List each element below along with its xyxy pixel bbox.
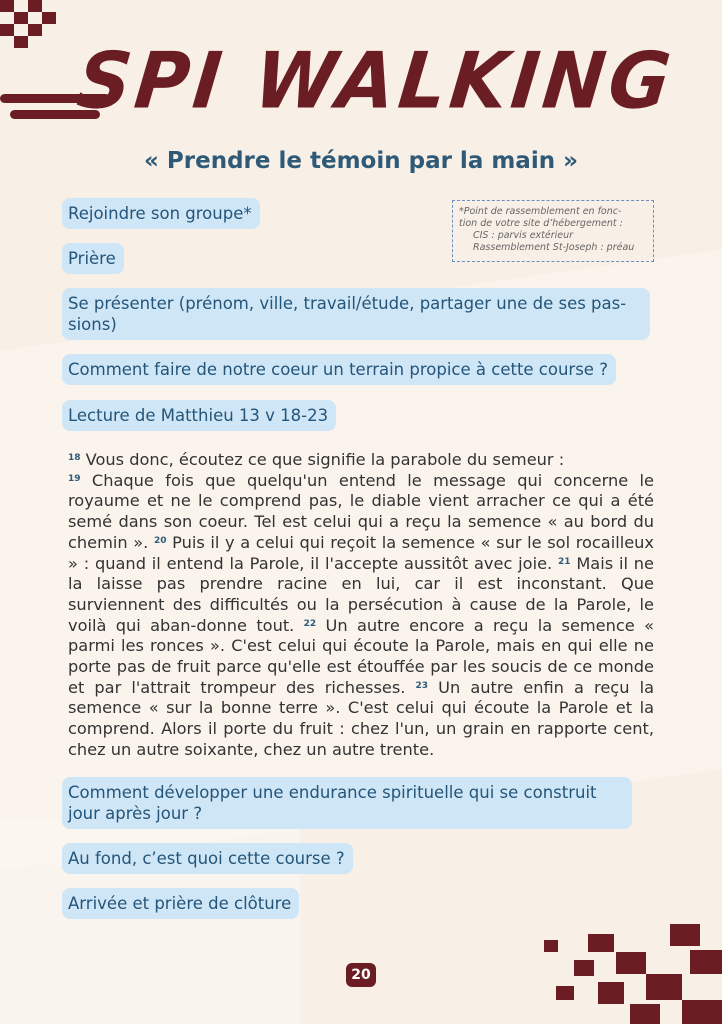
verse-number: 21 [558,556,571,567]
verse-text: Puis il y a celui qui reçoit la semence « sur le sol rocailleux » : quand il entend la Parole, il l'accepte aussitôt avec joie. [68,532,655,573]
header [0,30,722,140]
page-title: SPI WALKING [73,35,679,127]
verse-number: 19 [68,473,81,484]
gathering-note [452,200,654,262]
verse-text: Un autre encore a reçu la semence « parmi les ronces ». C'est celui qui écoute la Parole, mais en qui elle ne porte pas de fruit parce qu'elle est étouffée par les soucis de ce monde et par l'attrait trompeur des richesses. [68,615,654,697]
verse-number: 23 [415,680,429,691]
verse-number: 18 [68,453,81,463]
note-line: CIS : parvis extérieur [473,230,574,241]
step-priere: Prière [62,243,124,274]
verse-number: 22 [303,618,317,629]
page-subtitle: « Prendre le témoin par la main » [144,148,578,174]
verse-number: 20 [153,535,167,546]
page-number: 20 [346,963,376,987]
step-se-presenter: Se présenter (prénom, ville, travail/étude, partager une de ses pas-sions) [62,288,650,340]
note-line: tion de votre site d’hébergement : [459,218,623,229]
verse-text: Mais il ne la laisse pas prendre racine en lui, car il est inconstant. Que surviennent des difficultés ou la persécution à cause de la Parole, le voilà qui aban-donne tout. [68,553,654,635]
verse-text: Chaque fois que quelqu'un entend le message qui concerne le royaume et ne le comprend pas, le diable vient arracher ce qui a été semé dans son coeur. Tel est celui qui a reçu la semence « au bord du chemin ». [68,470,654,552]
verse-text: Vous donc, écoutez ce que signifie la parabole du semeur : [80,450,565,469]
bible-passage [68,450,654,761]
note-line: Rassemblement St-Joseph : préau [473,242,635,253]
step-rejoindre: Rejoindre son groupe* [62,198,260,229]
step-comment-faire: Comment faire de notre coeur un terrain propice à cette course ? [62,354,616,385]
step-au-fond: Au fond, c’est quoi cette course ? [62,843,353,874]
step-endurance: Comment développer une endurance spirituelle qui se construit jour après jour ? [62,777,632,829]
note-line: *Point de rassemblement en fonc- [459,206,622,217]
verse-text: Un autre enfin a reçu la semence « sur la bonne terre ». C'est celui qui écoute la Parole et la comprend. Alors il porte du fruit : chez l'un, un grain en rapporte cent, chez un autre soixante, chez un autre trente. [68,677,654,759]
step-arrivee: Arrivée et prière de clôture [62,888,299,919]
step-lecture: Lecture de Matthieu 13 v 18-23 [62,400,336,431]
